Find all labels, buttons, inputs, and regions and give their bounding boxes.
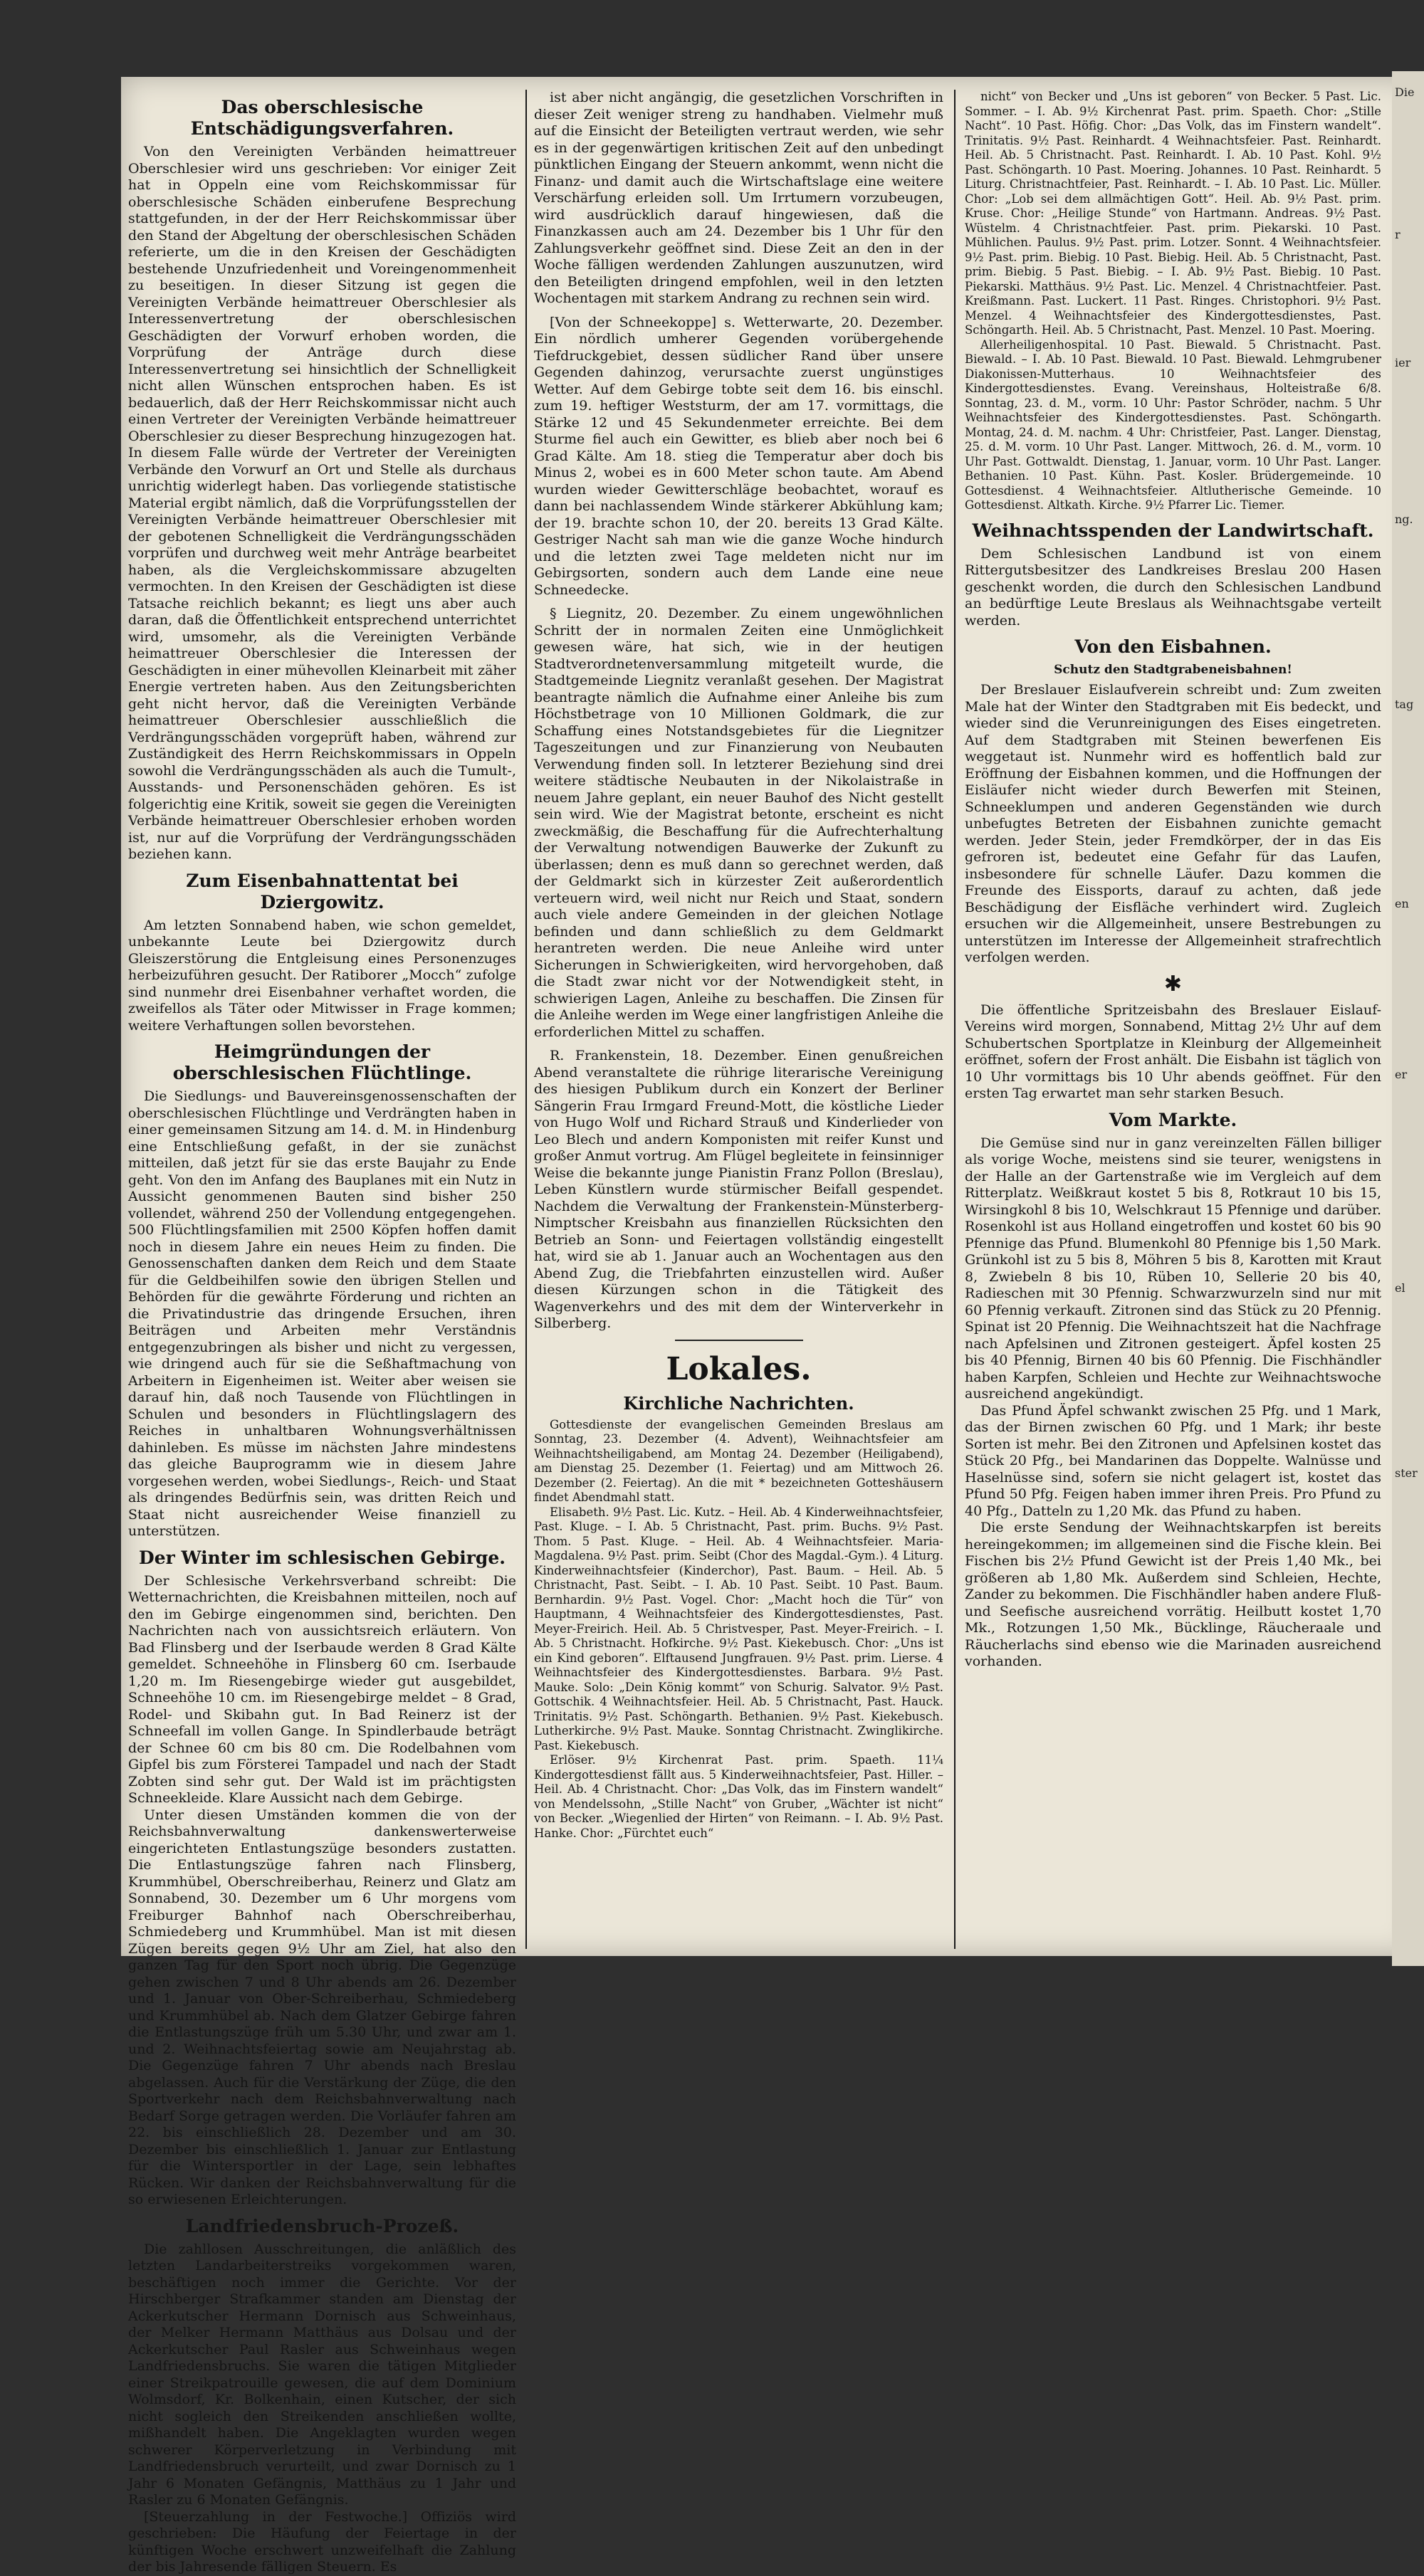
headline-kirchliche-nachrichten: Kirchliche Nachrichten. — [623, 1392, 854, 1414]
edge-text-0: Die — [1395, 85, 1415, 99]
headline-heimgruendungen: Heimgründungen der oberschlesischen Flüchtlinge. — [172, 1041, 472, 1083]
headline-weihnachtsspenden: Weihnachtsspenden der Landwirtschaft. — [972, 520, 1374, 541]
edge-text-7: el — [1395, 1281, 1405, 1295]
article-markt-obst: Das Pfund Äpfel schwankt zwischen 25 Pfg. und 1 Mark, das der Birnen zwischen 60 Pfg. und 1 Mark; ihr beste Sorten ist mehr. Bei den Zitronen und Apfelsinen kostet das Stück 20 Pfg., bei Mandarinen das Doppelte. Walnüsse und Haselnüsse sind, sofern sie nicht gelagert ist, kostet das Pfund 50 Pfg. Feigen haben immer ihren Preis. Pro Pfund zu 40 Pfg., Datteln zu 1,20 Mk. das Pfund zu haben. — [965, 1402, 1381, 1519]
church-listing: Elisabeth. 9½ Past. Lic. Kutz. – Heil. Ab. 4 Kinderweihnachtsfeier, Past. Kluge. – I. Ab. 5 Christnacht, Past. prim. Buchs. 9½ Past. Thom. 5 Past. Kluge. – Heil. Ab. 4 Weihnachtsfeier. Maria-Magdalena. 9½ Past. prim. Seibt (Chor des Magdal.-Gym.). 4 Liturg. Kinderweihnachtsfeier (Kinderchor), Past. Baum. – Heil. Ab. 5 Christnacht, Past. Seibt. – I. Ab. 10 Past. Seibt. 10 Past. Baum. Bernhardin. 9½ Past. Vogel. Chor: „Macht hoch die Tür“ von Hauptmann, 4 Weihnachtsfeier des Kindergottesdienstes, Past. Meyer-Freirich. Heil. Ab. 5 Christvesper, Past. Meyer-Freirich. – I. Ab. 5 Christnacht. Hofkirche. 9½ Past. Kiekebusch. Chor: „Uns ist ein Kind geboren“. Elftausend Jungfrauen. 9½ Past. prim. Lierse. 4 Weihnachtsfeier des Kindergottesdienstes. Barbara. 9½ Past. Mauke. Solo: „Dein König kommt“ von Schurig. Salvator. 9½ Past. Gottschik. 4 Weihnachtsfeier. Heil. Ab. 5 Christnacht, Past. Hauck. Trinitatis. 9½ Past. Schöngarth. Bethanien. 9½ Past. Kiekebusch. Lutherkirche. 9½ Past. Mauke. Sonntag Christnacht. Zwinglikirche. Past. Kiekebusch. — [534, 1505, 943, 1752]
edge-text-1: r — [1395, 228, 1401, 241]
edge-text-4: tag — [1395, 698, 1414, 711]
edge-text-6: er — [1395, 1068, 1408, 1081]
article-steuerzahlung-cont: ist aber nicht angängig, die gesetzlichen Vorschriften in dieser Zeit weniger streng zu handhaben. Vielmehr muß auf die Einsicht der Beteiligten vertraut werden, wie sehr es in der gegenwärtigen kritischen Zeit auf den unbedingt pünktlichen Eingang der Steuern ankommt, wenn nicht die Finanz- und damit auch die Wirtschaftslage eine weitere Verschärfung erleiden soll. Um Irrtumern vorzubeugen, wird ausdrücklich darauf hingewiesen, daß die Finanzkassen auch am 24. Dezember bis 1 Uhr für den Zahlungsverkehr geöffnet sind. Diese Zeit an den in der Woche fälligen werdenden Zahlungen auszunutzen, wird den Beteiligten dringend empfohlen, weil in den letzten Wochentagen mit starkem Andrang zu rechnen sein wird. — [534, 90, 943, 306]
article-steuerzahlung: [Steuerzahlung in der Festwoche.] Offiziös wird geschrieben: Die Häufung der Feiertage in der künftigen Woche erschwert unzweifelhaft die Zahlung der bis Jahresende fälligen Steuern. Es — [128, 2508, 516, 2575]
column-3 — [965, 90, 1381, 1949]
asterism-divider: ✱ — [1163, 971, 1183, 997]
edge-text-3: ng. — [1395, 512, 1413, 526]
headline-landfriedensbruch: Landfriedensbruch-Prozeß. — [185, 2215, 459, 2236]
column-1 — [128, 90, 516, 2575]
column-rule-1 — [525, 90, 527, 1949]
church-listing-cont: nicht“ von Becker und „Uns ist geboren“ von Becker. 5 Past. Lic. Sommer. – I. Ab. 9½ Kirchenrat Past. prim. Spaeth. Chor: „Stille Nacht“. 10 Past. Höfig. Chor: „Das Volk, das im Finstern wandelt“. Trinitatis. 9½ Past. Reinhardt. 4 Weihnachtsfeier. Past. Reinhardt. Heil. Ab. 5 Christnacht. Past. Reinhardt. I. Ab. 10 Past. Kohl. 9½ Past. Schöngarth. 10 Past. Moering. Johannes. 10 Past. Reinhardt. 5 Liturg. Christnachtfeier, Past. Reinhardt. – I. Ab. 10 Past. Lic. Müller. Chor: „Lob sei dem allmächtigen Gott“. Heil. Ab. 9½ Past. prim. Kruse. Chor: „Heilige Stunde“ von Hartmann. Andreas. 9½ Past. Wüstelm. 4 Christnachtfeier. Past. prim. Piekarski. 10 Past. Mühlichen. Paulus. 9½ Past. prim. Lotzer. Sonnt. 4 Weihnachtsfeier. 9½ Past. prim. Biebig. 10 Past. Biebig. Heil. Ab. 5 Christnacht, Past. prim. Biebig. 5 Past. Biebig. – I. Ab. 9½ Past. Biebig. 10 Past. Piekarski. Matthäus. 9½ Past. Lic. Menzel. 4 Christnachtfeier. Past. Kreißmann. Past. Luckert. 11 Past. Ringes. Christophori. 9½ Past. Menzel. 4 Weihnachtsfeier des Kindergottesdienstes, Past. Schöngarth. Heil. Ab. 5 Christnacht, Past. Menzel. 10 Past. Moering. — [965, 90, 1381, 337]
edge-text-8: ster — [1395, 1466, 1418, 1480]
church-listing-misc: Allerheiligenhospital. 10 Past. Biewald. 5 Christnacht. Past. Biewald. – I. Ab. 10 Past. Biewald. 10 Past. Biewald. Lehmgrubener Diakonissen-Mutterhaus. 10 Weihnachtsfeier des Kindergottesdienstes. Evang. Vereinshaus, Holteistraße 6/8. Sonntag, 23. d. M., vorm. 10 Uhr: Pastor Schröder, nachm. 5 Uhr Weihnachtsfeier des Kindergottesdienstes. Past. Schöngarth. Montag, 24. d. M. nachm. 4 Uhr: Christfeier, Past. Langer. Dienstag, 25. d. M. vorm. 10 Uhr Past. Langer. Mittwoch, 26. d. M., vorm. 10 Uhr Past. Gottwaldt. Dienstag, 1. Januar, vorm. 10 Uhr Past. Langer. Bethanien. 10 Past. Kühn. Past. Kosler. Brüdergemeinde. 10 Gottesdienst. 4 Weihnachtsfeier. Altlutherische Gemeinde. 10 Gottesdienst. Altkath. Kirche. 9½ Pfarrer Lic. Tiemer. — [965, 337, 1381, 512]
headline-eisbahnen: Von den Eisbahnen. — [1074, 636, 1272, 657]
headline-vom-markte: Vom Markte. — [1109, 1109, 1237, 1130]
article-schneekoppe: [Von der Schneekoppe] s. Wetterwarte, 20. Dezember. Ein nördlich umherer Gegenden vorübergehende Tiefdruckgebiet, dessen südlicher Rand über unsere Gegenden dahinzog, verursachte zuerst ungünstiges Wetter. Auf dem Gebirge tobte seit dem 16. bis einschl. zum 19. heftiger Weststurm, der am 17. vormittags, die Stärke 12 und 45 Sekundenmeter erreichte. Bei dem Sturme fiel auch ein Gewitter, es blieb aber noch bei 6 Grad Kälte. Am 18. stieg die Temperatur aber doch bis Minus 2, wobei es in 600 Meter schon taute. Am Abend wurden wieder Gewitterschläge beobachtet, worauf es dann bei nachlassendem Winde stärkerer Abkühlung kam; der 19. brachte schon 10, der 20. bereits 13 Grad Kälte. Gestriger Nacht sah man wie die ganze Woche hindurch und die letzten zwei Tage meldeten nicht nur im Gebirgsorten, sondern auch dem Lande eine neue Schneedecke. — [534, 314, 943, 598]
headline-winter-gebirge: Der Winter im schlesischen Gebirge. — [139, 1547, 506, 1568]
article-winter-gebirge-2: Unter diesen Umständen kommen die von der Reichsbahnverwaltung dankenswerterweise eingerichteten Entlastungszüge besonders zustatten. Die Entlastungszüge fahren nach Flinsberg, Krummhübel, Oberschreiberhau, Reinerz und Glatz am Sonnabend, 30. Dezember um 6 Uhr morgens vom Freiburger Bahnhof nach Oberschreiberhau, Schmiedeberg und Krummhübel. Man ist mit diesen Zügen bereits gegen 9½ Uhr am Ziel, hat also den ganzen Tag für den Sport noch übrig. Die Gegenzüge gehen zwischen 7 und 8 Uhr abends am 26. Dezember und 1. Januar von Ober-Schreiberhau, Schmiedeberg und Krummhübel ab. Nach dem Glatzer Gebirge fahren die Entlastungszüge früh um 5.30 Uhr, und zwar am 1. und 2. Weihnachtsfeiertag sowie am Neujahrstag ab. Die Gegenzüge fahren 7 Uhr abends nach Breslau abgelassen. Auch für die Verstärkung der Züge, die den Sportverkehr nach dem Reichsbahnverwaltung nach Bedarf Sorge getragen werden. Die Vorläufer fahren am 22. bis einschließlich 28. Dezember und am 30. Dezember bis einschließlich 1. Januar zur Entlastung für die Wintersportler in der Lage, sein lebhaftes Rücken. Wir danken der Reichsbahnverwaltung für die so erwiesenen Erleichterungen. — [128, 1807, 516, 2207]
article-markt-fische: Die erste Sendung der Weihnachtskarpfen ist bereits hereingekommen; im allgemeinen sind die Fische klein. Bei Fischen bis 2½ Pfund Gewicht ist der Preis 1,40 Mk., bei größeren ab 1,80 Mk. Außerdem sind Schleien, Hechte, Zander zu bekommen. Die Fischhändler haben andere Fluß- und Seefische ausreichend vorrätig. Heilbutt kostet 1,70 Mk., Rotzungen 1,50 Mk., Bücklinge, Räucheraale und Räucherlachs sind ebenso wie die Marinaden ausreichend vorhanden. — [965, 1520, 1381, 1669]
column-rule-2 — [954, 90, 956, 1949]
headline-eisenbahnattentat: Zum Eisenbahnattentat bei Dziergowitz. — [186, 870, 459, 913]
section-divider — [675, 1340, 803, 1341]
article-weihnachtsspenden: Dem Schlesischen Landbund ist von einem Rittergutsbesitzer des Landkreises Breslau 200 Hasen geschenkt worden, die durch den Schlesischen Landbund an bedürftige Leute Breslaus als Weihnachtsgabe verteilt werden. — [965, 545, 1381, 629]
church-intro: Gottesdienste der evangelischen Gemeinden Breslaus am Sonntag, 23. Dezember (4. Advent), Weihnachtsfeier am Weihnachtsheiligabend, am Montag 24. Dezember (Heiligabend), am Dienstag 25. Dezember (1. Feiertag) und am Mittwoch 26. Dezember (2. Feiertag). An die mit * bezeichneten Gotteshäusern findet Abendmahl statt. — [534, 1417, 943, 1504]
column-2 — [534, 90, 943, 1949]
article-spritzeisbahn: Die öffentliche Spritzeisbahn des Breslauer Eislauf-Vereins wird morgen, Sonnabend, Mittag 2½ Uhr auf dem Schubertschen Sportplatze in Kleinburg der Allgemeinheit eröffnet, sofern der Frost anhält. Die Eisbahn ist täglich von 10 Uhr vormittags bis 10 Uhr abends geöffnet. Für den ersten Tag erwartet man sehr starken Besuch. — [965, 1002, 1381, 1101]
article-eisenbahnattentat: Am letzten Sonnabend haben, wie schon gemeldet, unbekannte Leute bei Dziergowitz durch Gleiszerstörung die Entgleisung eines Personenzuges herbeizuführen gesucht. Der Ratiborer „Mocch“ zufolge sind nunmehr drei Eisenbahner verhaftet worden, die zweifellos als Täter oder Mitwisser in Frage kommen; weitere Verhaftungen sollen bevorstehen. — [128, 917, 516, 1034]
article-eisbahnen: Der Breslauer Eislaufverein schreibt und: Zum zweiten Male hat der Winter den Stadtgraben mit Eis bedeckt, und wieder sind die Verunreinigungen des Eises eingetreten. Auf dem Stadtgraben mit Steinen bewerfenen Eis weggetaut ist. Nunmehr wird es hoffentlich bald zur Eröffnung der Eisbahnen kommen, und die Hoffnungen der Eisläufer nicht wieder durch Bewerfen mit Steinen, Schneeklumpen und anderen Gegenständen wie durch unbefugtes Betreten der Eisbahnen zunichte gemacht werden. Jeder Stein, jeder Fremdkörper, der in das Eis gefroren ist, bedeutet eine Gefahr für das Laufen, insbesondere für schnelle Läufer. Dazu kommen die Freunde des Eissports, darauf zu achten, daß jede Beschädigung der Eisfläche verhindert wird. Zugleich ersuchen wir die Allgemeinheit, unsere Bestrebungen zu unterstützen im Interesse der Allgemeinheit strafrechtlich verfolgen werden. — [965, 682, 1381, 965]
article-winter-gebirge: Der Schlesische Verkehrsverband schreibt: Die Wetternachrichten, die Kreisbahnen mitteilen, noch auf den im Gebirge eingenommen sind, berichten. Den Nachrichten nach von aussichtsreich erläutern. Von Bad Flinsberg und der Iserbaude werden 8 Grad Kälte gemeldet. Schneehöhe in Flinsberg 60 cm. Iserbaude 1,20 m. Im Riesengebirge wieder gut ausgebildet, Schneehöhe 10 cm. im Riesengebirge meldet – 8 Grad, Rodel- und Skibahn gut. In Bad Reinerz ist der Schneefall im vollen Gange. In Spindlerbaude beträgt der Schnee 60 cm bis 80 cm. Die Rodelbahnen vom Gipfel bis zum Försterei Tampadel und nach der Stadt Zobten sind sehr gut. Der Wald ist im prächtigsten Schneekleide. Klare Aussicht nach dem Gebirge. — [128, 1572, 516, 1806]
article-entschaedigung: Von den Vereinigten Verbänden heimattreuer Oberschlesier wird uns geschrieben: Vor einiger Zeit hat in Oppeln eine vom Reichskommissar für oberschlesische Schäden einberufene Besprechung stattgefunden, in der der Herr Reichskommissar über den Stand der Abgeltung der oberschlesischen Schäden referierte, um die in den Kreisen der Geschädigten bestehende Unzufriedenheit und Voreingenommenheit zu beseitigen. In dieser Sitzung ist gegen die Vereinigten Verbände heimattreuer Oberschlesier als Interessenvertretung der oberschlesischen Geschädigten der Vorwurf erhoben worden, die Vorprüfung der Anträge durch diese Interessenvertretung sei hinsichtlich der Schnelligkeit nicht allen Wünschen entsprochen haben. Es ist bedauerlich, daß der Herr Reichskommissar nicht auch einen Vertreter der Vereinigten Verbände heimattreuer Oberschlesier zu dieser Besprechung hinzugezogen hat. In diesem Falle würde der Vertreter der Vereinigten Verbände den Vorwurf an Ort und Stelle als durchaus unrichtig widerlegt haben. Das vorliegende statistische Material ergibt nämlich, daß die Vorprüfungsstellen der Vereinigten Verbände heimattreuer Oberschlesier mit der gebotenen Schnelligkeit die Verdrängungsschäden vorprüfen und durchweg weit mehr Anträge bearbeitet haben, als die Vergleichskommissare abzugelten vermochten. In den Kreisen der Geschädigten ist diese Tatsache reichlich bekannt; es liegt uns aber auch daran, daß die Öffentlichkeit entsprechend unterrichtet wird, umsomehr, als die Vereinigten Verbände heimattreuer Oberschlesier die Interessen der Geschädigten in einer mühevollen Kleinarbeit mit zäher Energie vertreten haben. Aus den Zeitungsberichten geht nicht hervor, daß die Vereinigten Verbände heimattreuer Oberschlesier ausschließlich die Verdrängungsschäden vorgeprüft haben, während zur Zuständigkeit des Herrn Reichskommissars in Oppeln sowohl die Verdrängungsschäden als auch die Tumult-, Ausstands- und Personenschäden gehören. Es ist folgerichtig eine Kritik, soweit sie gegen die Vereinigten Verbände heimattreuer Oberschlesier erhoben worden ist, nur auf die Vorprüfung der Verdrängungsschäden beziehen kann. — [128, 144, 516, 862]
article-markt-gemuese: Die Gemüse sind nur in ganz vereinzelten Fällen billiger als vorige Woche, meistens sind sie teurer, wenigstens in der Halle an der Gartenstraße wie im Vergleich auf dem Ritterplatz. Weißkraut kostet 5 bis 8, Rotkraut 10 bis 15, Wirsingkohl 8 bis 10, Welschkraut 15 Pfennige und darüber. Rosenkohl ist aus Holland eingetroffen und kostet 60 bis 90 Pfennige das Pfund. Blumenkohl 80 Pfennige bis 1,50 Mark. Grünkohl ist zu 5 bis 8, Möhren 5 bis 8, Karotten mit Kraut 8, Zwiebeln 8 bis 10, Rüben 10, Sellerie 20 bis 40, Radieschen mit 30 Pfennig. Schwarzwurzeln sind nur mit 60 Pfennig verkauft. Zitronen sind das Stück zu 20 Pfennig. Spinat ist 20 Pfennig. Die Weihnachtszeit hat die Nachfrage nach Apfelsinen und Zitronen gesteigert. Äpfel kosten 25 bis 40 Pfennig, Birnen 40 bis 60 Pfennig. Die Fischhändler haben Karpfen, Schleien und Hechte zur Weihnachtswoche ausreichend angekündigt. — [965, 1135, 1381, 1402]
article-frankenstein: R. Frankenstein, 18. Dezember. Einen genußreichen Abend veranstaltete die rührige literarische Vereinigung des hiesigen Publikum durch ein Konzert der Berliner Sängerin Frau Irmgard Freund-Mott, die köstliche Lieder von Hugo Wolf und Richard Strauß und Kinderlieder von Leo Blech und andern Komponisten mit reifer Kunst und großer Anmut vortrug. Am Flügel begleitete in feinsinniger Weise die bekannte junge Pianistin Franz Pollon (Breslau), Leben Künstlern wurde stürmischer Beifall gespendet. Nachdem die Verwaltung der Frankenstein-Münsterberg-Nimptscher Kreisbahn aus finanziellen Rücksichten den Betrieb an Sonn- und Feiertagen vollständig eingestellt hat, wird sie ab 1. Januar auch an Wochentagen aus den Abend Zug, die Triebfahrten einzustellen wird. Außer diesen Kürzungen schon in die Tätigkeit des Wagenverkehrs und des mit dem der Winterverkehr in Silberberg. — [534, 1048, 943, 1331]
church-listing-erloeser: Erlöser. 9½ Kirchenrat Past. prim. Spaeth. 11¼ Kindergottesdienst fällt aus. 5 Kinderweihnachtsfeier, Past. Hiller. – Heil. Ab. 4 Christnacht. Chor: „Das Volk, das im Finstern wandelt“ von Mendelssohn, „Stille Nacht“ von Gruber, „Wächter ist nicht“ von Becker. „Wiegenlied der Hirten“ von Reimann. – I. Ab. 9½ Past. Hanke. Chor: „Fürchtet euch“ — [534, 1753, 943, 1840]
adjacent-page-edge — [1392, 71, 1424, 1966]
article-heimgruendungen: Die Siedlungs- und Bauvereinsgenossenschaften der oberschlesischen Flüchtlinge und Verdrängten haben in einer gemeinsamen Sitzung am 14. d. M. in Hindenburg eine Entschließung gefaßt, in der sie zunächst mitteilen, daß jetzt für sie das erste Baujahr zu Ende geht. Von den im Anfang des Bauplanes mit ein Nutz in Aussicht genommenen Bauten sind bisher 250 vollendet, während 250 der Vollendung entgegengehen. 500 Flüchtlingsfamilien mit 2500 Köpfen hoffen damit noch in diesem Jahre ein neues Heim zu finden. Die Genossenschaften danken dem Reich und dem Staate für die Geldbeihilfen sowie den übrigen Stellen und Behörden für die gewährte Förderung und richten an die Privatindustrie das dringende Ersuchen, ihren Beiträgen und Arbeiten mehr Verständnis entgegenzubringen als bisher und nicht zu vergessen, wie dringend auch für sie die Seßhaftmachung von Arbeitern in Eigenheimen ist. Weiter aber weisen sie darauf hin, daß noch Tausende von Flüchtlingen in Schulen und besonders in Flüchtlingslagern des Reiches in unhaltbaren Wohnungsverhältnissen dahinleben. Es müsse im nächsten Jahre mindestens das gleiche Bauprogramm wie in diesem Jahre vorgesehen werden, wobei Siedlungs-, Reich- und Staat als dringendes Bedürfnis sein, was dritten Reich und Staat nicht ausreichender Weise finanziell zu unterstützen. — [128, 1088, 516, 1539]
article-liegnitz: § Liegnitz, 20. Dezember. Zu einem ungewöhnlichen Schritt der in normalen Zeiten eine Unmöglichkeit gewesen wäre, hat sich, wie in der heutigen Stadtverordnetenversammlung mitgeteilt wurde, die Stadtgemeinde Liegnitz veranlaßt gesehen. Der Magistrat beantragte nämlich die Aufnahme einer Anleihe bis zum Höchstbetrage von 10 Millionen Goldmark, die zur Schaffung eines Notstandsgebietes für die Liegnitzer Tageszeitungen und zur Finanzierung von Neubauten Verwendung finden soll. In letzterer Beziehung sind drei weitere städtische Neubauten in der Nikolaistraße in neuem Jahre geplant, ein neuer Bauhof des Nicht gestellt sein wird. Wie der Magistrat betonte, erscheint es nicht zweckmäßig, die Beschaffung für die Aufrechterhaltung der Verwaltung notwendigen Bauwerke der Zukunft zu überlassen; denn es muß dann so gerechnet werden, daß der Geldmarkt sich in kürzester Zeit außerordentlich verteuern wird, weil nicht nur Reich und Staat, sondern auch viele andere Gemeinden in der gleichen Notlage befinden und dann schließlich zu dem Geldmarkt herantreten werden. Die neue Anleihe wird unter Sicherungen in Schwierigkeiten, wird hervorgehoben, daß die Stadt zwar nicht vor der Notwendigkeit steht, in schwierigen Lagen, Anleihe zu beschaffen. Die Zinsen für die Anleihe werden im Wege einer langfristigen Anleihe die erforderlichen Mittel zu schaffen. — [534, 606, 943, 1040]
newspaper-page — [121, 77, 1415, 2575]
edge-text-5: en — [1395, 897, 1409, 910]
headline-entschaedigung: Das oberschlesische Entschädigungsverfahren. — [190, 97, 454, 139]
subheadline-stadtgraben: Schutz den Stadtgrabeneisbahnen! — [1054, 663, 1292, 677]
section-lokales: Lokales. — [666, 1350, 812, 1387]
article-landfriedensbruch: Die zahllosen Ausschreitungen, die anläßlich des letzten Landarbeiterstreiks vorgekommen waren, beschäftigen noch immer die Gerichte. Vor der Hirschberger Strafkammer standen am Dienstag der Ackerkutscher Hermann Dornisch aus Schweinhaus, der Melker Hermann Matthäus aus Dolsau und der Ackerkutscher Paul Rasler aus Schweinhaus wegen Landfriedensbruchs. Sie waren die tätigen Mitglieder einer Streikpatrouille gewesen, die auf dem Dominium Wolmsdorf, Kr. Bolkenhain, einen Kutscher, der sich nicht sogleich den Streikenden anschließen wollte, mißhandelt haben. Die Angeklagten wurden wegen schwerer Körperverletzung in Verbindung mit Landfriedensbruch verurteilt, und zwar Dornisch zu 1 Jahr 6 Monaten Gefängnis, Matthäus zu 1 Jahr und Rasler zu 6 Monaten Gefängnis. — [128, 2241, 516, 2508]
edge-text-2: ier — [1395, 356, 1411, 369]
